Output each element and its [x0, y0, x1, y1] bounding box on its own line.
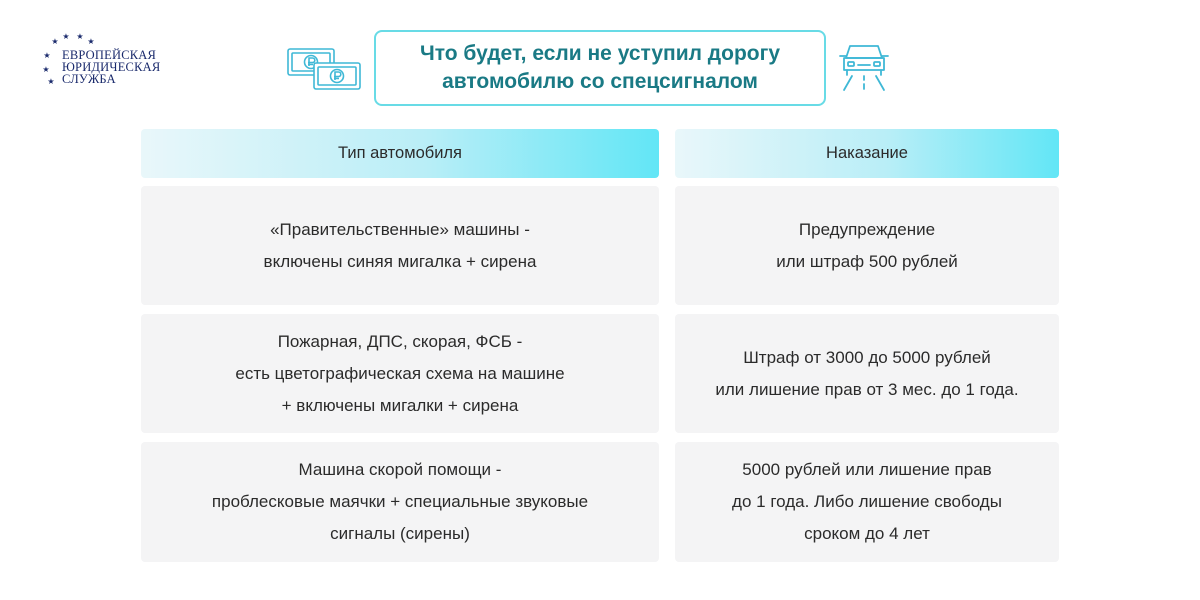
cell-line: до 1 года. Либо лишение свободы: [732, 492, 1002, 511]
table-cell-car-type: [141, 442, 659, 562]
svg-text:★: ★: [76, 32, 84, 41]
ruble-banknotes-icon: [286, 46, 362, 92]
cell-line: Штраф от 3000 до 5000 рублей: [743, 347, 991, 367]
cell-line: или лишение прав от 3 мес. до 1 года.: [715, 379, 1019, 399]
logo: [40, 30, 180, 90]
cell-line: Машина скорой помощи -: [298, 460, 502, 479]
cell-line: включены синяя мигалка + сирена: [263, 251, 537, 271]
cell-line: или штраф 500 рублей: [776, 251, 958, 271]
cell-line: + включены мигалки + сирена: [281, 395, 519, 415]
svg-text:★: ★: [87, 37, 95, 46]
svg-text:★: ★: [42, 65, 50, 74]
title-box: [374, 30, 826, 106]
cell-line: Пожарная, ДПС, скорая, ФСБ -: [277, 331, 523, 351]
logo-text: [62, 49, 160, 85]
table-cell-car-type: [141, 186, 659, 305]
table-cell-penalty: [675, 442, 1059, 562]
cell-line: 5000 рублей или лишение прав: [742, 460, 992, 479]
svg-text:★: ★: [51, 37, 59, 46]
cell-line: сроком до 4 лет: [804, 524, 930, 543]
cell-line: сигналы (сирены): [330, 524, 470, 543]
svg-text:★: ★: [43, 51, 51, 60]
table-cell-penalty: [675, 186, 1059, 305]
table-cell-car-type: [141, 314, 659, 433]
cell-line: проблесковые маячки + специальные звуковые: [211, 492, 589, 511]
car-on-road-icon: [838, 40, 890, 92]
cell-line: есть цветографическая схема на машине: [235, 363, 565, 383]
logo-line: СЛУЖБА: [62, 72, 116, 86]
table-cell-penalty: [675, 314, 1059, 433]
cell-line: «Правительственные» машины -: [270, 219, 530, 239]
header-penalty: Наказание: [675, 129, 1059, 178]
title-line-1: Что будет, если не уступил дорогу: [419, 42, 781, 65]
header-car-type: Тип автомобиля: [141, 129, 659, 178]
title-line-2: автомобилю со спецсигналом: [442, 70, 758, 93]
svg-text:★: ★: [62, 32, 70, 41]
logo-line: ЕВРОПЕЙСКАЯ: [62, 48, 157, 62]
logo-line: ЮРИДИЧЕСКАЯ: [62, 60, 161, 74]
svg-text:★: ★: [47, 77, 55, 86]
cell-line: Предупреждение: [798, 219, 936, 239]
